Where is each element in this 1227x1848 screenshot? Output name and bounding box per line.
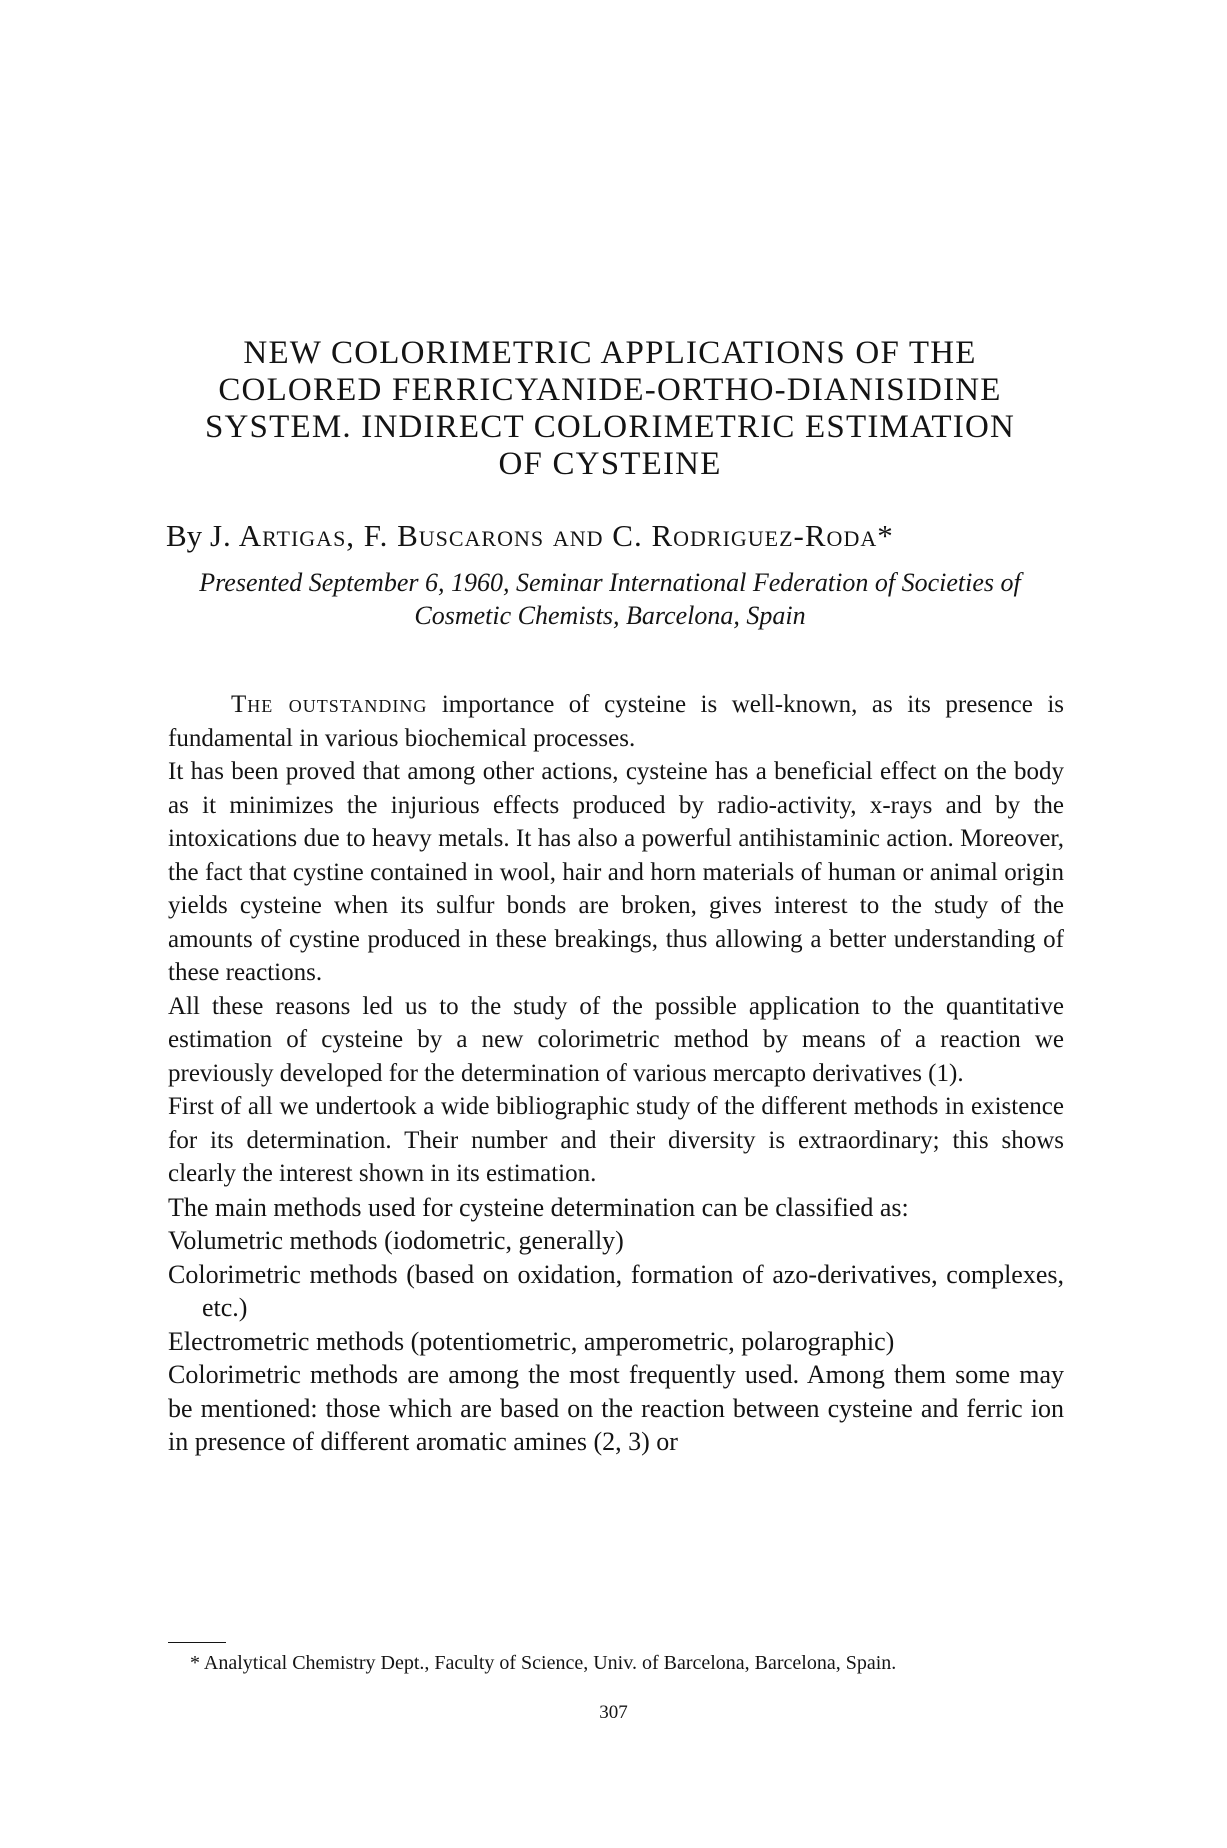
title-line: NEW COLORIMETRIC APPLICATIONS OF THE bbox=[243, 335, 977, 371]
methods-list bbox=[168, 1224, 1064, 1358]
paragraph: Colorimetric methods are among the most frequently used. Among them some may be mentioned: those which are based on the reaction between cysteine and ferric ion in presence of different aromatic amines (2, 3) or bbox=[168, 1360, 1064, 1456]
list-item: Volumetric methods (iodometric, generally) bbox=[168, 1226, 624, 1255]
lead-in-text: The outstanding bbox=[231, 691, 428, 718]
paragraph: All these reasons led us to the study of the possible application to the quantitative estimation of cysteine by a new colorimetric method by means of a reaction we previously developed for the determination of various mercapto derivatives (1). bbox=[168, 992, 1064, 1087]
presentation-line: Presented September 6, 1960, Seminar International Federation of Societies of bbox=[199, 568, 1021, 597]
presentation-line: Cosmetic Chemists, Barcelona, Spain bbox=[414, 601, 806, 630]
list-item: Electrometric methods (potentiometric, amperometric, polarographic) bbox=[168, 1326, 895, 1356]
list-item: Colorimetric methods (based on oxidation, formation of azo-derivatives, complexes, etc.) bbox=[168, 1259, 1064, 1322]
author-by-label: By bbox=[166, 518, 203, 553]
title-line: OF CYSTEINE bbox=[498, 446, 722, 482]
footnote-rule bbox=[168, 1642, 226, 1643]
paragraph: It has been proved that among other actions, cysteine has a beneficial effect on the body as it minimizes the injurious effects produced by radio-activity, x-rays and by the intoxications due to heavy metals. It has also a powerful antihistaminic action. Moreover, the fact that cystine contained in wool, hair and horn materials of human or animal origin yields cysteine when its sulfur bonds are broken, gives interest to the study of the amounts of cystine produced in these breakings, thus allowing a better understanding of these reactions. bbox=[168, 758, 1064, 986]
paragraph: The main methods used for cysteine determination can be classified as: bbox=[168, 1192, 909, 1222]
article-title bbox=[150, 335, 1070, 483]
title-line: SYSTEM. INDIRECT COLORIMETRIC ESTIMATION bbox=[204, 409, 1016, 445]
footnote: * Analytical Chemistry Dept., Faculty of Science, Univ. of Barcelona, Barcelona, Spain. bbox=[190, 1652, 897, 1674]
paragraph: First of all we undertook a wide bibliographic study of the different methods in existence for its determination. Their number and their diversity is extraordinary; this shows clearly the interest shown in its estimation. bbox=[168, 1093, 1064, 1187]
title-line: COLORED FERRICYANIDE-ORTHO-DIANISIDINE bbox=[218, 372, 1002, 408]
author-line bbox=[166, 518, 1066, 554]
article-body bbox=[168, 688, 1064, 1459]
page-number: 307 bbox=[599, 1702, 628, 1723]
paragraph-text: importance of cysteine is well-known, as its presence is fundamental in various biochemical processes. bbox=[168, 691, 1065, 752]
author-names: J. Artigas, F. Buscarons and C. Rodriguez-Roda* bbox=[209, 518, 894, 553]
presentation-note bbox=[150, 566, 1070, 632]
paragraph bbox=[168, 688, 1064, 755]
